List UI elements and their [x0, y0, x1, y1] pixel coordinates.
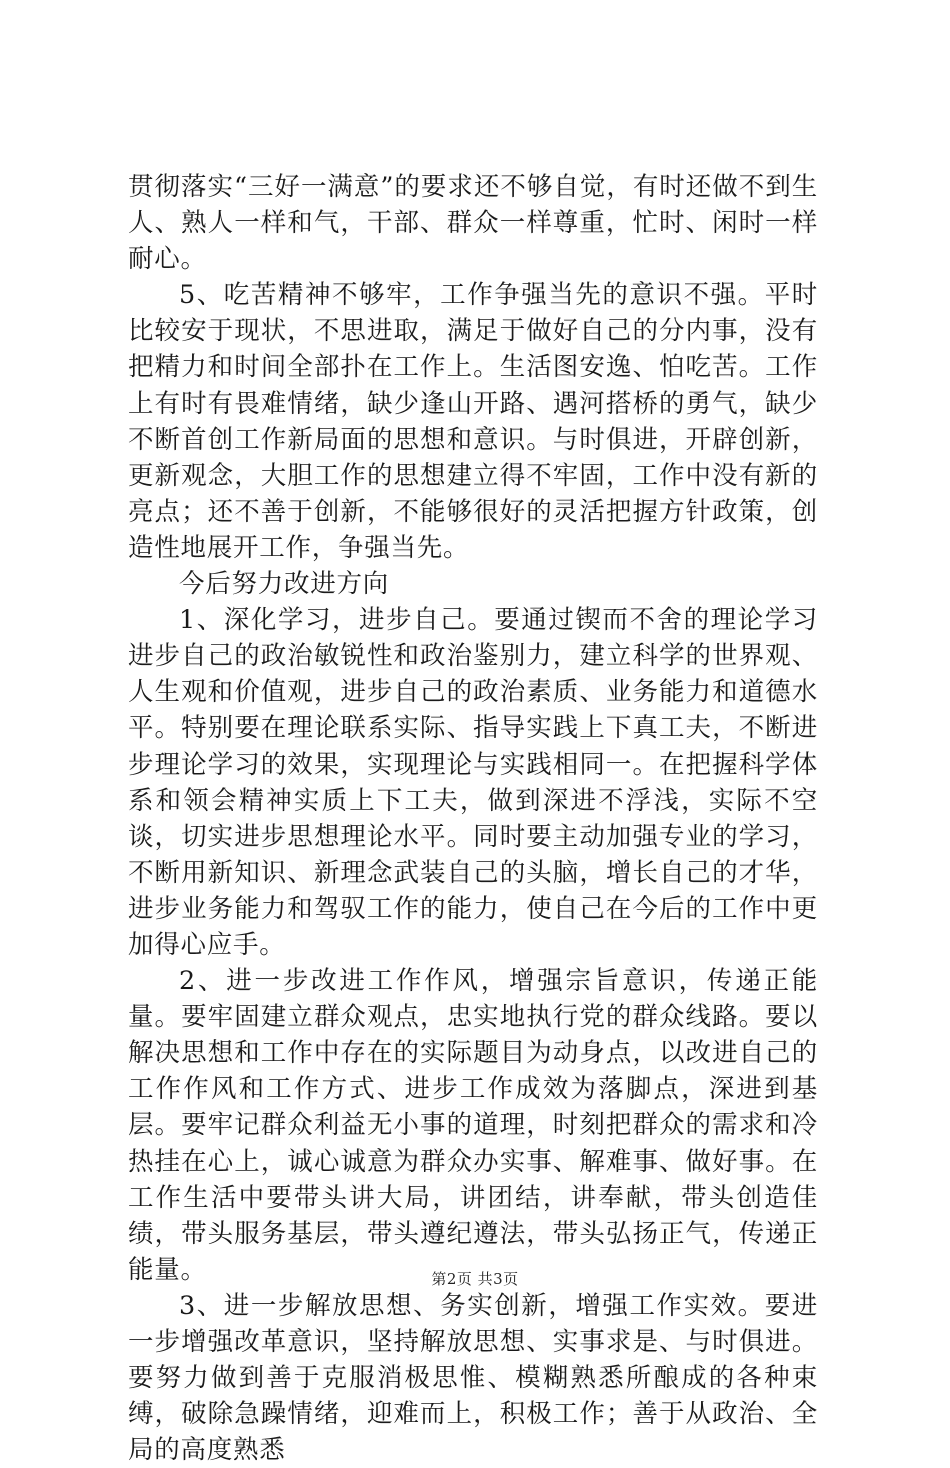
paragraph-item-1: 1、深化学习，进步自己。要通过锲而不舍的理论学习进步自己的政治敏锐性和政治鉴别力，建立科学的世界观、人生观和价值观，进步自己的政治素质、业务能力和道德水平。特别要在理论联系实际、指导实践上下真工夫，不断进步理论学习的效果，实现理论与实践相同一。在把握科学体系和领会精神实质上下工夫，做到深进不浮浅，实际不空谈，切实进步思想理论水平。同时要主动加强专业的学习，不断用新知识、新理念武装自己的头脑，增长自己的才华，进步业务能力和驾驭工作的能力，使自己在今后的工作中更加得心应手。 — [128, 605, 818, 960]
page-footer: 第2页 共3页 — [431, 1270, 519, 1288]
paragraph-item-2: 2、进一步改进工作作风，增强宗旨意识，传递正能量。要牢固建立群众观点，忠实地执行党的群众线路。要以解决思想和工作中存在的实际题目为动身点，以改进自己的工作作风和工作方式、进步工作成效为落脚点，深进到基层。要牢记群众利益无小事的道理，时刻把群众的需求和冷热挂在心上，诚心诚意为群众办实事、解难事、做好事。在工作生活中要带头讲大局，讲团结，讲奉献，带头创造佳绩，带头服务基层，带头遵纪遵法，带头弘扬正气，传递正能量。 — [128, 966, 818, 1285]
paragraph-item-3: 3、进一步解放思想、务实创新，增强工作实效。要进一步增强改革意识，坚持解放思想、实事求是、与时俱进。要努力做到善于克服消极思惟、模糊熟悉所酿成的各种束缚，破除急躁情绪，迎难而上，积极工作；善于从政治、全局的高度熟悉 — [128, 1290, 818, 1466]
paragraph-continued: 贯彻落实“三好一满意”的要求还不够自觉，有时还做不到生人、熟人一样和气，干部、群众一样尊重，忙时、闲时一样耐心。 — [128, 172, 818, 275]
paragraph-item-5: 5、吃苦精神不够牢，工作争强当先的意识不强。平时比较安于现状，不思进取，满足于做好自己的分内事，没有把精力和时间全部扑在工作上。生活图安逸、怕吃苦。工作上有时有畏难情绪，缺少逢山开路、遇河搭桥的勇气，缺少不断首创工作新局面的思想和意识。与时俱进，开辟创新，更新观念，大胆工作的思想建立得不牢固，工作中没有新的亮点；还不善于创新，不能够很好的灵活把握方针政策，创造性地展开工作，争强当先。 — [128, 280, 818, 563]
section-heading: 今后努力改进方向 — [179, 569, 390, 600]
